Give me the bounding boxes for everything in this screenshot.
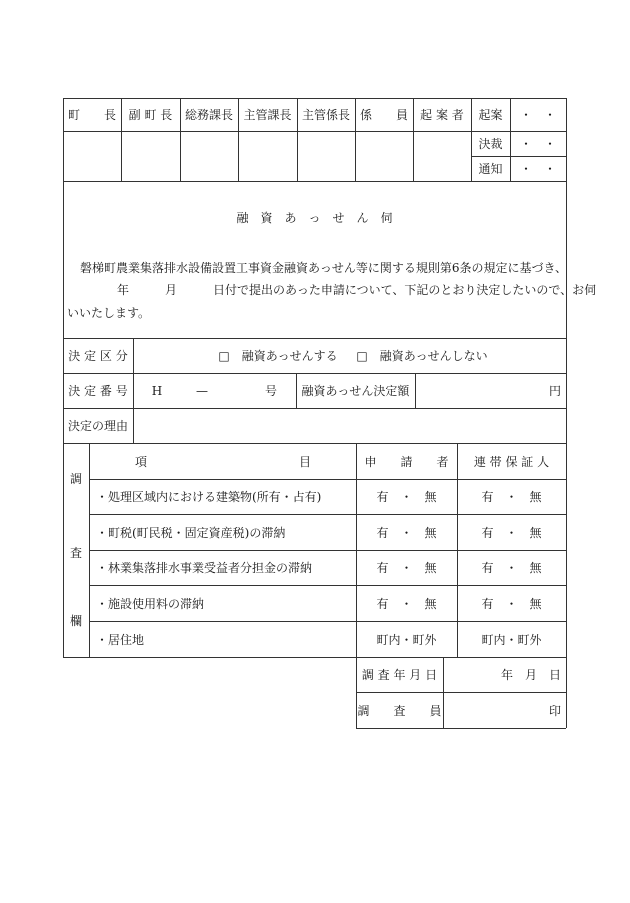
- header-drafter: 起 案 者: [420, 108, 464, 122]
- header-item-right: 目: [298, 454, 311, 469]
- applicant-town-tax[interactable]: 有 ・ 無: [376, 525, 437, 540]
- date-label-notified: 通知: [478, 162, 503, 176]
- decision-number-label: 決 定 番 号: [68, 384, 128, 398]
- stamp-box-section-chief[interactable]: [238, 131, 297, 181]
- date-label-drafted: 起案: [478, 108, 503, 122]
- guarantor-residence[interactable]: 町内・町外: [481, 632, 542, 647]
- survey-item-beneficiary-charge: ・林業集落排水事業受益者分担金の滞納: [96, 561, 313, 575]
- header-item-left: 項: [134, 454, 147, 469]
- investigator-seal-field[interactable]: 印: [548, 703, 561, 718]
- decision-reason-label: 決定の理由: [67, 419, 128, 433]
- applicant-building[interactable]: 有 ・ 無: [376, 490, 437, 504]
- document-title: 融 資 あ っ せ ん 伺: [236, 210, 393, 225]
- decision-reason-field[interactable]: [133, 408, 566, 443]
- era-prefix: H: [151, 383, 163, 398]
- inquiry-text-line-1: 磐梯町農業集落排水設備設置工事資金融資あっせん等に関する規則第6条の規定に基づき、: [80, 261, 568, 275]
- header-unit-chief: 主管係長: [301, 108, 350, 122]
- investigator-label: 調 査 員: [357, 703, 442, 718]
- investigation-date-label: 調 査 年 月 日: [361, 668, 438, 682]
- stamp-box-town-mayor[interactable]: [63, 131, 121, 181]
- header-guarantor: 連 帯 保 証 人: [473, 454, 550, 469]
- investigation-date-field[interactable]: 年 月 日: [500, 668, 561, 682]
- stamp-box-deputy-mayor[interactable]: [121, 131, 180, 181]
- stamp-box-general-affairs-chief[interactable]: [180, 131, 238, 181]
- survey-item-town-tax: ・町税(町民税・固定資産税)の滞納: [96, 525, 286, 540]
- approved-amount-label: 融資あっせん決定額: [301, 384, 410, 398]
- header-staff: 係 員: [359, 108, 408, 122]
- stamp-box-drafter[interactable]: [413, 131, 471, 181]
- stamp-box-unit-chief[interactable]: [297, 131, 355, 181]
- header-town-mayor: 町 長: [67, 108, 116, 122]
- option-approve-mediation[interactable]: □ 融資あっせんする: [218, 349, 338, 363]
- survey-side-char-1: 調: [69, 471, 82, 486]
- survey-item-residence: ・居住地: [96, 632, 145, 647]
- inquiry-text-line-3: いいたします。: [67, 306, 151, 320]
- number-dash: —: [196, 383, 208, 398]
- survey-item-building: ・処理区域内における建築物(所有・占有): [96, 490, 322, 504]
- survey-side-char-3: 欄: [69, 613, 82, 628]
- guarantor-building[interactable]: 有 ・ 無: [481, 490, 542, 504]
- inquiry-text-line-2: 年 月 日付で提出のあった申請について、下記のとおり決定したいので、お伺: [117, 283, 597, 297]
- header-section-chief: 主管課長: [243, 108, 292, 122]
- survey-side-char-2: 査: [69, 545, 82, 560]
- applicant-residence[interactable]: 町内・町外: [376, 632, 437, 647]
- header-applicant: 申 請 者: [364, 454, 449, 469]
- header-general-affairs-chief: 総務課長: [184, 108, 233, 122]
- applicant-usage-fee[interactable]: 有 ・ 無: [376, 596, 437, 611]
- applicant-beneficiary-charge[interactable]: 有 ・ 無: [376, 561, 437, 575]
- date-value-approved[interactable]: ・ ・: [519, 137, 556, 151]
- date-label-approved: 決裁: [478, 137, 503, 151]
- number-suffix: 号: [264, 384, 277, 398]
- guarantor-usage-fee[interactable]: 有 ・ 無: [481, 596, 542, 611]
- date-value-notified[interactable]: ・ ・: [519, 162, 556, 176]
- amount-yen-unit[interactable]: 円: [548, 384, 561, 398]
- date-value-drafted[interactable]: ・ ・: [519, 108, 556, 122]
- guarantor-beneficiary-charge[interactable]: 有 ・ 無: [481, 561, 542, 575]
- guarantor-town-tax[interactable]: 有 ・ 無: [481, 525, 542, 540]
- header-deputy-mayor: 副 町 長: [128, 108, 173, 122]
- stamp-box-staff[interactable]: [355, 131, 413, 181]
- decision-category-label: 決 定 区 分: [68, 349, 128, 363]
- survey-item-usage-fee: ・施設使用料の滞納: [96, 596, 205, 611]
- option-decline-mediation[interactable]: □ 融資あっせんしない: [356, 349, 488, 363]
